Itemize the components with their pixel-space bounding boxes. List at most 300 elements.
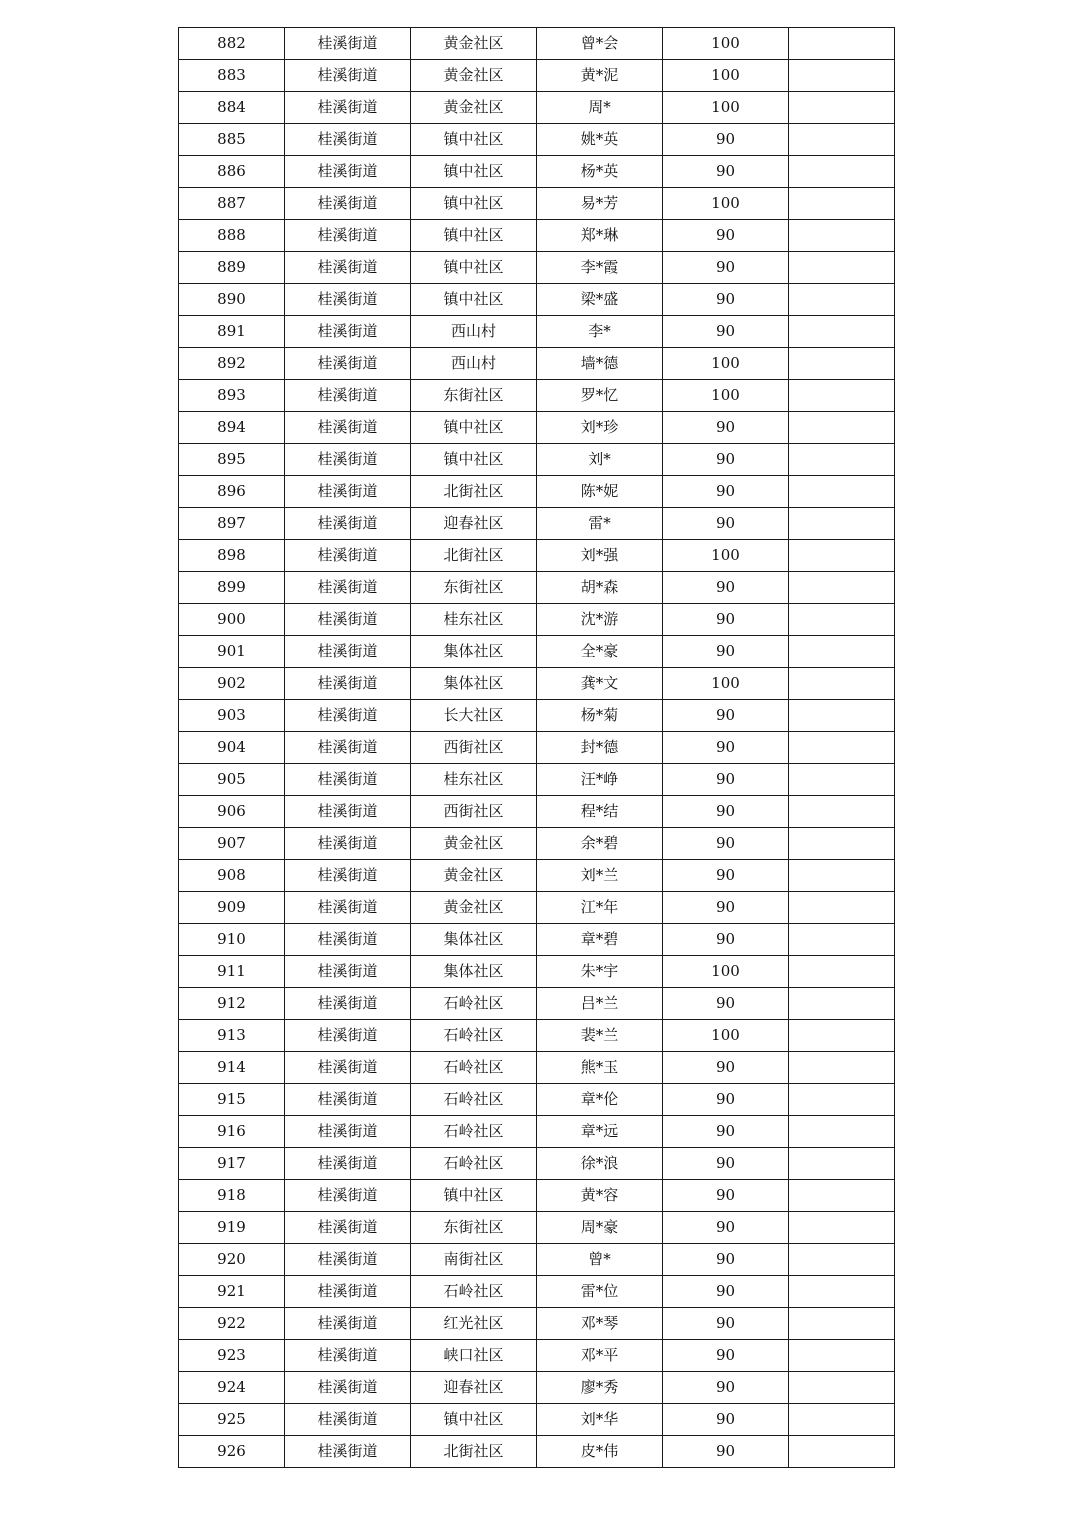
cell-remark bbox=[789, 412, 895, 444]
cell-amount: 100 bbox=[663, 956, 789, 988]
cell-remark bbox=[789, 284, 895, 316]
cell-serial-number: 921 bbox=[179, 1276, 285, 1308]
cell-serial-number: 891 bbox=[179, 316, 285, 348]
cell-remark bbox=[789, 924, 895, 956]
cell-serial-number: 897 bbox=[179, 508, 285, 540]
cell-community: 东街社区 bbox=[411, 380, 537, 412]
cell-amount: 90 bbox=[663, 508, 789, 540]
table-row bbox=[179, 1404, 895, 1436]
cell-street: 桂溪街道 bbox=[285, 1212, 411, 1244]
table-row bbox=[179, 572, 895, 604]
cell-remark bbox=[789, 28, 895, 60]
cell-community: 镇中社区 bbox=[411, 444, 537, 476]
cell-amount: 90 bbox=[663, 1116, 789, 1148]
cell-name: 吕*兰 bbox=[537, 988, 663, 1020]
cell-community: 西街社区 bbox=[411, 796, 537, 828]
cell-remark bbox=[789, 1244, 895, 1276]
table-row bbox=[179, 892, 895, 924]
cell-name: 周* bbox=[537, 92, 663, 124]
cell-community: 北街社区 bbox=[411, 540, 537, 572]
cell-amount: 90 bbox=[663, 476, 789, 508]
table-row bbox=[179, 956, 895, 988]
cell-community: 黄金社区 bbox=[411, 892, 537, 924]
cell-street: 桂溪街道 bbox=[285, 572, 411, 604]
cell-remark bbox=[789, 1340, 895, 1372]
cell-name: 沈*游 bbox=[537, 604, 663, 636]
cell-community: 石岭社区 bbox=[411, 1276, 537, 1308]
cell-amount: 90 bbox=[663, 1084, 789, 1116]
cell-street: 桂溪街道 bbox=[285, 1244, 411, 1276]
cell-name: 李* bbox=[537, 316, 663, 348]
cell-serial-number: 917 bbox=[179, 1148, 285, 1180]
cell-remark bbox=[789, 892, 895, 924]
cell-remark bbox=[789, 604, 895, 636]
cell-serial-number: 899 bbox=[179, 572, 285, 604]
cell-serial-number: 926 bbox=[179, 1436, 285, 1468]
cell-name: 刘*兰 bbox=[537, 860, 663, 892]
cell-name: 汪*峥 bbox=[537, 764, 663, 796]
cell-remark bbox=[789, 668, 895, 700]
table-row bbox=[179, 412, 895, 444]
table-row bbox=[179, 476, 895, 508]
cell-street: 桂溪街道 bbox=[285, 28, 411, 60]
cell-amount: 90 bbox=[663, 124, 789, 156]
cell-street: 桂溪街道 bbox=[285, 1084, 411, 1116]
cell-community: 南街社区 bbox=[411, 1244, 537, 1276]
cell-name: 章*远 bbox=[537, 1116, 663, 1148]
cell-serial-number: 919 bbox=[179, 1212, 285, 1244]
cell-amount: 90 bbox=[663, 764, 789, 796]
table-row bbox=[179, 604, 895, 636]
cell-remark bbox=[789, 1372, 895, 1404]
cell-amount: 100 bbox=[663, 380, 789, 412]
cell-street: 桂溪街道 bbox=[285, 1404, 411, 1436]
cell-serial-number: 911 bbox=[179, 956, 285, 988]
cell-street: 桂溪街道 bbox=[285, 1020, 411, 1052]
cell-community: 桂东社区 bbox=[411, 764, 537, 796]
cell-serial-number: 889 bbox=[179, 252, 285, 284]
cell-amount: 90 bbox=[663, 284, 789, 316]
cell-name: 梁*盛 bbox=[537, 284, 663, 316]
cell-amount: 90 bbox=[663, 732, 789, 764]
table-row bbox=[179, 220, 895, 252]
cell-community: 镇中社区 bbox=[411, 188, 537, 220]
cell-name: 皮*伟 bbox=[537, 1436, 663, 1468]
cell-street: 桂溪街道 bbox=[285, 220, 411, 252]
cell-street: 桂溪街道 bbox=[285, 1340, 411, 1372]
cell-community: 迎春社区 bbox=[411, 1372, 537, 1404]
cell-remark bbox=[789, 156, 895, 188]
cell-amount: 90 bbox=[663, 604, 789, 636]
cell-street: 桂溪街道 bbox=[285, 828, 411, 860]
cell-serial-number: 914 bbox=[179, 1052, 285, 1084]
cell-street: 桂溪街道 bbox=[285, 92, 411, 124]
cell-community: 北街社区 bbox=[411, 476, 537, 508]
cell-amount: 100 bbox=[663, 1020, 789, 1052]
cell-remark bbox=[789, 572, 895, 604]
cell-community: 黄金社区 bbox=[411, 92, 537, 124]
cell-community: 石岭社区 bbox=[411, 1116, 537, 1148]
cell-serial-number: 922 bbox=[179, 1308, 285, 1340]
cell-community: 石岭社区 bbox=[411, 1052, 537, 1084]
table-row bbox=[179, 444, 895, 476]
table-row bbox=[179, 540, 895, 572]
cell-serial-number: 903 bbox=[179, 700, 285, 732]
cell-name: 熊*玉 bbox=[537, 1052, 663, 1084]
cell-amount: 90 bbox=[663, 1180, 789, 1212]
table-row bbox=[179, 1340, 895, 1372]
cell-street: 桂溪街道 bbox=[285, 1116, 411, 1148]
cell-serial-number: 916 bbox=[179, 1116, 285, 1148]
cell-remark bbox=[789, 956, 895, 988]
cell-amount: 100 bbox=[663, 188, 789, 220]
table-row bbox=[179, 860, 895, 892]
cell-amount: 100 bbox=[663, 92, 789, 124]
cell-amount: 90 bbox=[663, 1436, 789, 1468]
cell-street: 桂溪街道 bbox=[285, 380, 411, 412]
cell-street: 桂溪街道 bbox=[285, 156, 411, 188]
cell-amount: 100 bbox=[663, 60, 789, 92]
cell-serial-number: 915 bbox=[179, 1084, 285, 1116]
cell-serial-number: 902 bbox=[179, 668, 285, 700]
table-row bbox=[179, 1436, 895, 1468]
cell-street: 桂溪街道 bbox=[285, 60, 411, 92]
cell-street: 桂溪街道 bbox=[285, 252, 411, 284]
cell-street: 桂溪街道 bbox=[285, 1372, 411, 1404]
cell-remark bbox=[789, 508, 895, 540]
cell-remark bbox=[789, 220, 895, 252]
cell-name: 徐*浪 bbox=[537, 1148, 663, 1180]
cell-amount: 90 bbox=[663, 860, 789, 892]
cell-remark bbox=[789, 828, 895, 860]
cell-community: 北街社区 bbox=[411, 1436, 537, 1468]
table-row bbox=[179, 732, 895, 764]
cell-community: 石岭社区 bbox=[411, 1148, 537, 1180]
cell-community: 镇中社区 bbox=[411, 284, 537, 316]
cell-street: 桂溪街道 bbox=[285, 668, 411, 700]
table-row bbox=[179, 60, 895, 92]
cell-serial-number: 907 bbox=[179, 828, 285, 860]
cell-serial-number: 882 bbox=[179, 28, 285, 60]
cell-community: 黄金社区 bbox=[411, 60, 537, 92]
cell-amount: 90 bbox=[663, 1052, 789, 1084]
cell-amount: 90 bbox=[663, 444, 789, 476]
cell-remark bbox=[789, 476, 895, 508]
cell-amount: 90 bbox=[663, 828, 789, 860]
table-row bbox=[179, 764, 895, 796]
table-row bbox=[179, 668, 895, 700]
cell-name: 姚*英 bbox=[537, 124, 663, 156]
record-table-body bbox=[179, 28, 895, 1468]
cell-amount: 90 bbox=[663, 924, 789, 956]
cell-serial-number: 924 bbox=[179, 1372, 285, 1404]
cell-amount: 90 bbox=[663, 412, 789, 444]
cell-community: 镇中社区 bbox=[411, 412, 537, 444]
cell-name: 杨*英 bbox=[537, 156, 663, 188]
cell-community: 石岭社区 bbox=[411, 1020, 537, 1052]
cell-serial-number: 925 bbox=[179, 1404, 285, 1436]
cell-remark bbox=[789, 1436, 895, 1468]
cell-remark bbox=[789, 316, 895, 348]
table-row bbox=[179, 1148, 895, 1180]
cell-community: 集体社区 bbox=[411, 956, 537, 988]
cell-name: 裴*兰 bbox=[537, 1020, 663, 1052]
table-row bbox=[179, 188, 895, 220]
cell-community: 西山村 bbox=[411, 316, 537, 348]
cell-street: 桂溪街道 bbox=[285, 956, 411, 988]
cell-remark bbox=[789, 636, 895, 668]
cell-remark bbox=[789, 252, 895, 284]
cell-remark bbox=[789, 124, 895, 156]
table-row bbox=[179, 1244, 895, 1276]
cell-community: 镇中社区 bbox=[411, 1180, 537, 1212]
cell-remark bbox=[789, 1052, 895, 1084]
cell-serial-number: 920 bbox=[179, 1244, 285, 1276]
table-row bbox=[179, 284, 895, 316]
cell-serial-number: 894 bbox=[179, 412, 285, 444]
cell-amount: 90 bbox=[663, 1148, 789, 1180]
cell-community: 长大社区 bbox=[411, 700, 537, 732]
cell-amount: 90 bbox=[663, 1340, 789, 1372]
cell-serial-number: 923 bbox=[179, 1340, 285, 1372]
cell-amount: 100 bbox=[663, 668, 789, 700]
cell-name: 郑*琳 bbox=[537, 220, 663, 252]
cell-street: 桂溪街道 bbox=[285, 1148, 411, 1180]
table-row bbox=[179, 124, 895, 156]
cell-street: 桂溪街道 bbox=[285, 636, 411, 668]
cell-community: 西街社区 bbox=[411, 732, 537, 764]
cell-serial-number: 893 bbox=[179, 380, 285, 412]
cell-name: 罗*忆 bbox=[537, 380, 663, 412]
cell-street: 桂溪街道 bbox=[285, 1308, 411, 1340]
cell-remark bbox=[789, 796, 895, 828]
cell-serial-number: 913 bbox=[179, 1020, 285, 1052]
cell-name: 曾* bbox=[537, 1244, 663, 1276]
table-row bbox=[179, 348, 895, 380]
cell-community: 镇中社区 bbox=[411, 156, 537, 188]
cell-remark bbox=[789, 1084, 895, 1116]
cell-amount: 90 bbox=[663, 220, 789, 252]
cell-remark bbox=[789, 380, 895, 412]
cell-street: 桂溪街道 bbox=[285, 124, 411, 156]
cell-amount: 90 bbox=[663, 636, 789, 668]
table-row bbox=[179, 508, 895, 540]
cell-name: 章*碧 bbox=[537, 924, 663, 956]
table-row bbox=[179, 1180, 895, 1212]
cell-serial-number: 918 bbox=[179, 1180, 285, 1212]
cell-street: 桂溪街道 bbox=[285, 732, 411, 764]
cell-community: 集体社区 bbox=[411, 924, 537, 956]
table-row bbox=[179, 380, 895, 412]
cell-remark bbox=[789, 1020, 895, 1052]
cell-community: 东街社区 bbox=[411, 1212, 537, 1244]
cell-community: 集体社区 bbox=[411, 636, 537, 668]
cell-community: 集体社区 bbox=[411, 668, 537, 700]
cell-amount: 90 bbox=[663, 892, 789, 924]
cell-remark bbox=[789, 1180, 895, 1212]
cell-remark bbox=[789, 1404, 895, 1436]
cell-serial-number: 885 bbox=[179, 124, 285, 156]
cell-amount: 90 bbox=[663, 1244, 789, 1276]
cell-name: 廖*秀 bbox=[537, 1372, 663, 1404]
cell-street: 桂溪街道 bbox=[285, 1276, 411, 1308]
cell-remark bbox=[789, 764, 895, 796]
cell-serial-number: 908 bbox=[179, 860, 285, 892]
cell-amount: 90 bbox=[663, 988, 789, 1020]
cell-name: 章*伦 bbox=[537, 1084, 663, 1116]
cell-serial-number: 905 bbox=[179, 764, 285, 796]
table-row bbox=[179, 1052, 895, 1084]
cell-name: 雷*位 bbox=[537, 1276, 663, 1308]
table-row bbox=[179, 1372, 895, 1404]
cell-serial-number: 886 bbox=[179, 156, 285, 188]
table-row bbox=[179, 1084, 895, 1116]
cell-name: 杨*菊 bbox=[537, 700, 663, 732]
cell-amount: 90 bbox=[663, 572, 789, 604]
cell-community: 镇中社区 bbox=[411, 220, 537, 252]
record-table bbox=[178, 27, 895, 1468]
cell-street: 桂溪街道 bbox=[285, 508, 411, 540]
table-row bbox=[179, 1308, 895, 1340]
cell-street: 桂溪街道 bbox=[285, 412, 411, 444]
cell-remark bbox=[789, 540, 895, 572]
cell-remark bbox=[789, 1148, 895, 1180]
cell-street: 桂溪街道 bbox=[285, 188, 411, 220]
cell-name: 曾*会 bbox=[537, 28, 663, 60]
cell-amount: 90 bbox=[663, 1372, 789, 1404]
cell-name: 刘*强 bbox=[537, 540, 663, 572]
cell-serial-number: 910 bbox=[179, 924, 285, 956]
cell-serial-number: 895 bbox=[179, 444, 285, 476]
cell-remark bbox=[789, 188, 895, 220]
cell-name: 江*年 bbox=[537, 892, 663, 924]
cell-street: 桂溪街道 bbox=[285, 700, 411, 732]
cell-street: 桂溪街道 bbox=[285, 988, 411, 1020]
table-row bbox=[179, 1116, 895, 1148]
cell-remark bbox=[789, 732, 895, 764]
cell-name: 李*霞 bbox=[537, 252, 663, 284]
cell-serial-number: 884 bbox=[179, 92, 285, 124]
cell-community: 西山村 bbox=[411, 348, 537, 380]
cell-remark bbox=[789, 860, 895, 892]
cell-remark bbox=[789, 1212, 895, 1244]
cell-name: 刘*珍 bbox=[537, 412, 663, 444]
cell-street: 桂溪街道 bbox=[285, 1052, 411, 1084]
table-row bbox=[179, 1276, 895, 1308]
cell-amount: 90 bbox=[663, 156, 789, 188]
table-row bbox=[179, 828, 895, 860]
cell-name: 邓*琴 bbox=[537, 1308, 663, 1340]
cell-street: 桂溪街道 bbox=[285, 476, 411, 508]
cell-amount: 90 bbox=[663, 1308, 789, 1340]
cell-name: 程*结 bbox=[537, 796, 663, 828]
table-row bbox=[179, 156, 895, 188]
table-row bbox=[179, 636, 895, 668]
cell-remark bbox=[789, 444, 895, 476]
cell-community: 迎春社区 bbox=[411, 508, 537, 540]
cell-street: 桂溪街道 bbox=[285, 540, 411, 572]
cell-serial-number: 900 bbox=[179, 604, 285, 636]
cell-serial-number: 890 bbox=[179, 284, 285, 316]
cell-remark bbox=[789, 700, 895, 732]
cell-name: 周*豪 bbox=[537, 1212, 663, 1244]
cell-name: 封*德 bbox=[537, 732, 663, 764]
cell-street: 桂溪街道 bbox=[285, 796, 411, 828]
table-row bbox=[179, 796, 895, 828]
cell-name: 陈*妮 bbox=[537, 476, 663, 508]
cell-serial-number: 909 bbox=[179, 892, 285, 924]
cell-street: 桂溪街道 bbox=[285, 860, 411, 892]
cell-name: 黄*容 bbox=[537, 1180, 663, 1212]
cell-remark bbox=[789, 1116, 895, 1148]
cell-community: 桂东社区 bbox=[411, 604, 537, 636]
cell-name: 龚*文 bbox=[537, 668, 663, 700]
cell-serial-number: 887 bbox=[179, 188, 285, 220]
cell-community: 镇中社区 bbox=[411, 124, 537, 156]
cell-remark bbox=[789, 348, 895, 380]
cell-serial-number: 904 bbox=[179, 732, 285, 764]
cell-name: 刘* bbox=[537, 444, 663, 476]
cell-remark bbox=[789, 60, 895, 92]
cell-serial-number: 901 bbox=[179, 636, 285, 668]
cell-amount: 90 bbox=[663, 1276, 789, 1308]
cell-street: 桂溪街道 bbox=[285, 348, 411, 380]
cell-name: 雷* bbox=[537, 508, 663, 540]
cell-street: 桂溪街道 bbox=[285, 1436, 411, 1468]
cell-name: 全*豪 bbox=[537, 636, 663, 668]
cell-amount: 100 bbox=[663, 540, 789, 572]
cell-street: 桂溪街道 bbox=[285, 1180, 411, 1212]
cell-community: 红光社区 bbox=[411, 1308, 537, 1340]
cell-name: 余*碧 bbox=[537, 828, 663, 860]
table-row bbox=[179, 252, 895, 284]
cell-serial-number: 892 bbox=[179, 348, 285, 380]
cell-name: 刘*华 bbox=[537, 1404, 663, 1436]
table-row bbox=[179, 700, 895, 732]
cell-name: 胡*森 bbox=[537, 572, 663, 604]
cell-serial-number: 912 bbox=[179, 988, 285, 1020]
cell-community: 黄金社区 bbox=[411, 828, 537, 860]
cell-street: 桂溪街道 bbox=[285, 604, 411, 636]
cell-street: 桂溪街道 bbox=[285, 764, 411, 796]
cell-amount: 90 bbox=[663, 252, 789, 284]
cell-remark bbox=[789, 1308, 895, 1340]
cell-amount: 100 bbox=[663, 348, 789, 380]
cell-community: 石岭社区 bbox=[411, 988, 537, 1020]
table-row bbox=[179, 988, 895, 1020]
cell-name: 黄*泥 bbox=[537, 60, 663, 92]
cell-amount: 90 bbox=[663, 1212, 789, 1244]
cell-amount: 100 bbox=[663, 28, 789, 60]
cell-community: 黄金社区 bbox=[411, 860, 537, 892]
cell-amount: 90 bbox=[663, 700, 789, 732]
cell-serial-number: 896 bbox=[179, 476, 285, 508]
table-row bbox=[179, 1020, 895, 1052]
cell-serial-number: 888 bbox=[179, 220, 285, 252]
cell-remark bbox=[789, 1276, 895, 1308]
cell-serial-number: 898 bbox=[179, 540, 285, 572]
cell-amount: 90 bbox=[663, 1404, 789, 1436]
table-row bbox=[179, 1212, 895, 1244]
cell-community: 镇中社区 bbox=[411, 252, 537, 284]
cell-community: 峡口社区 bbox=[411, 1340, 537, 1372]
cell-community: 东街社区 bbox=[411, 572, 537, 604]
cell-community: 镇中社区 bbox=[411, 1404, 537, 1436]
cell-name: 朱*宇 bbox=[537, 956, 663, 988]
cell-name: 易*芳 bbox=[537, 188, 663, 220]
cell-remark bbox=[789, 988, 895, 1020]
cell-serial-number: 906 bbox=[179, 796, 285, 828]
